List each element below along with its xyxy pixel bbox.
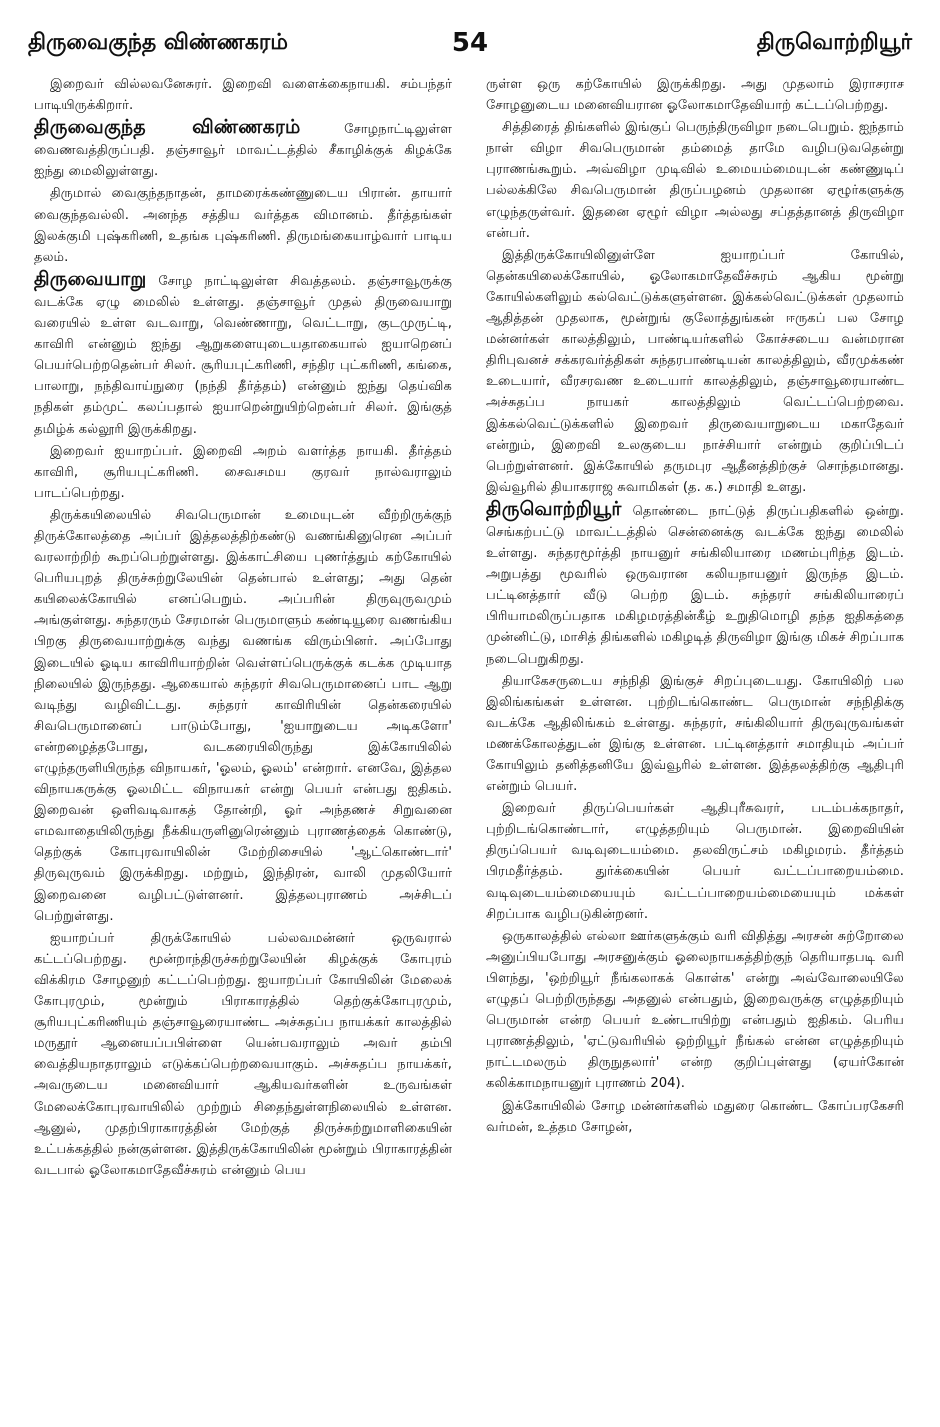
entry-text: சோழ நாட்டிலுள்ள சிவத்தலம். தஞ்சாவூருக்கு வடக்கே ஏழு மைலில் உள்ளது. தஞ்சாவூர் முதல் திருவையாறு வரையில் உள்ள வடவாறு, வெண்ணாறு, வெட்டாறு, குடமுருட்டி, காவிரி என்னும் ஐந்து ஆறுகளையுடையதாகையால் ஐயாறெனப் பெயர்பெற்றதென்பர் சிலர். சூரியபுட்கரிணி, சந்திர புட்கரிணி, கங்கை, பாலாறு, நந்திவாய்நுரை (நந்தி தீர்த்தம்) என்னும் ஐந்து தெய்விக நதிகள் தம்முட் கலப்பதால் ஐயாறென்றுயிற்றென்பர் சிலர். இங்குத் தமிழ்க் கல்லூரி இருக்கிறது.	[34, 273, 452, 437]
paragraph: இத்திருக்கோயிலினுள்ளே ஐயாறப்பர் கோயில், தென்கயிலைக்கோயில், ஓலோகமாதேவீச்சுரம் ஆகிய மூன்று கோயில்களிலும் கல்வெட்டுக்களுள்ளன. இக்கல்வெட்டுக்கள் முதலாம் ஆதித்தன் முதலாக, மூன்றுங் குலோத்துங்கன் ஈருகப் பல சோழ மன்னர்கள் காலத்திலும், பாண்டியர்களில் கோச்சடைய வன்மரான திரிபுவனச் சக்கரவர்த்திகள் சுந்தரபாண்டியன் காலத்திலும், வீரமுக்கண் உடையார், வீரசரவண உடையார் காலத்திலும், தஞ்சாவூரையாண்ட அச்சுதப்ப நாயகர் காலத்திலும் வெட்டப்பெற்றவை. இக்கல்வெட்டுக்களில் இறைவர் திருவையாறுடைய மகாதேவர் என்றும், இறைவி உலகுடைய நாச்சியார் என்றும் குறிப்பிடப் பெற்றுள்ளனர். இக்கோயில் தருமபுர ஆதீனத்திற்குச் சொந்தமானது. இவ்வூரில் தியாகராஜ சுவாமிகள் (த. க.) சமாதி உளது.	[486, 247, 904, 495]
entry-text: சோழநாட்டிலுள்ள வைணவத்திருப்பதி. தஞ்சாவூர் மாவட்டத்தில் சீகாழிக்குக் கிழக்கே ஐந்து மைலிலுள்ளது.	[34, 122, 452, 180]
entry-title: திருவையாறு	[34, 267, 147, 290]
paragraph: ருள்ள ஒரு கற்கோயில் இருக்கிறது. அது முதலாம் இராசராச சோழனுடைய மனைவியரான ஓலோகமாதேவியாற் கட்டப்பெற்றது.	[486, 77, 904, 114]
paragraph: ஒருகாலத்தில் எல்லா ஊர்களுக்கும் வரி விதித்து அரசன் சுற்றோலை அனுப்பியபோது அரசனுக்கும் ஓலைநாயகத்திற்குந் தெரியாதபடி வரி பிளந்து, 'ஒற்றியூர் நீங்கலாகக் கொள்க' என்று அவ்வோலையிலே எழுதப் பெற்றிருந்தது அதனுல் என்பதும், இறைவருக்கு எழுத்தறியும் பெருமான் என்ற பெயர் உண்டாயிற்று என்பதும் ஐதிகம். பெரிய புராணத்திலும், 'ஏட்டுவரியில் ஒற்றியூர் நீங்கல் என்ன எழுத்தறியும் நாட்டமலரும் திருநுதலார்' என்ற குறிப்புள்ளது (ஏயர்கோன் கலிக்காமநாயனுர் புராணம் 204).	[486, 928, 904, 1092]
paragraph: இக்கோயிலில் சோழ மன்னர்களில் மதுரை கொண்ட கோப்பரகேசரி வர்மன், உத்தம சோழன்,	[486, 1098, 904, 1135]
running-head-right: திருவொற்றியூர்	[756, 30, 912, 55]
page-header	[28, 28, 912, 64]
entry-title: திருவைகுந்த விண்ணகரம்	[34, 116, 301, 139]
paragraph: இறைவர் திருப்பெயர்கள் ஆதிபுரீசுவரர், படம்பக்கநாதர், புற்றிடங்கொண்டார், எழுத்தறியும் பெருமான். இறைவியின் திருப்பெயர் வடிவுடையம்மை. தலவிருட்சம் மகிழமரம். தீர்த்தம் பிரமதீர்த்தம். துர்க்கையின் பெயர் வட்டப்பாறையம்மை. வடிவுடையம்மையையும் வட்டப்பாறையம்மையையும் மக்கள் சிறப்பாக வழிபடுகின்றனர்.	[486, 801, 904, 922]
paragraph: சித்திரைத் திங்களில் இங்குப் பெருந்திருவிழா நடைபெறும். ஐந்தாம் நாள் விழா சிவபெருமான் தம்மைத் தாமே வழிபடுவதென்று புராணங்கூறும். அவ்விழா முடிவில் உமையம்மையுடன் கண்ணுடிப் பல்லக்கிலே சிவபெருமான் திருப்பழனம் முதலான ஏழூர்களுக்கு எழுந்தருள்வர். இதனை ஏழூர் விழா அல்லது சப்தத்தானத் திருவிழா என்பர்.	[486, 120, 904, 241]
paragraph: திருமால் வைகுந்தநாதன், தாமரைக்கண்ணுடைய பிரான். தாயார் வைகுந்தவல்லி. அனந்த சத்திய வர்த்தக விமானம். தீர்த்தங்கள் இலக்குமி புஷ்கரிணி, உதங்க புஷ்கரிணி. திருமங்கையாழ்வார் பாடிய தலம்.	[34, 186, 452, 265]
paragraph: திருக்கயிலையில் சிவபெருமான் உமையுடன் வீற்றிருக்குந் திருக்கோலத்தை அப்பர் இத்தலத்திற்கண்டு வணங்கினுரென அப்பர் வரலாற்றிற் கூறப்பெற்றுள்ளது. இக்காட்சியை புணர்த்தும் கற்கோயில் பெரியபுறத் திருச்சுற்றுலேயின் தென்பால் உள்ளது; அது தென் கயிலைக்கோயில் எனப்பெறும். அப்பரின் திருவுருவமும் அங்குள்ளது. சுந்தரரும் சேரமான் பெருமாளும் கண்டியூரை வணங்கிய பிறகு திருவையாற்றுக்கு வந்து வணங்க விரும்பினர். அப்போது இடையில் ஓடிய காவிரியாற்றின் வெள்ளப்பெருக்குக் கடக்க முடியாத நிலையில் இருந்தது. ஆகையால் சுந்தரர் சிவபெருமானைப் பாட ஆறு வடிந்து வழிவிட்டது. சுந்தரர் காவிரியின் தென்கரையில் சிவபெருமானைப் பாடும்போது, 'ஐயாறுடைய அடிகளோ' என்றழைத்தபோது, வடகரையிலிருந்து இக்கோயிலில் எழுந்தருளியிருந்த விநாயகர், 'ஓலம், ஓலம்' என்றார். எனவே, இத்தல விநாயகருக்கு ஓலமிட்ட விநாயகர் என்று பெயர் என்பது ஐதிகம். இறைவன் ஒளிவடிவாகத் தோன்றி, ஓர் அந்தணச் சிறுவனை எமவாதையிலிருந்து நீக்கியருளினுரென்னும் புராணத்தைக் கொண்டு, தெற்குக் கோபுரவாயிலின் மேற்றிசையில் 'ஆட்கொண்டார்' திருவுருவம் இருக்கிறது. மற்றும், இந்திரன், வாலி முதலியோர் இறைவனை வழிபட்டுள்ளனர். இத்தலபுராணம் அச்சிடப் பெற்றுள்ளது.	[34, 507, 452, 924]
entry-thiruvotriyur	[486, 499, 904, 670]
entry-text: தொண்டை நாட்டுத் திருப்பதிகளில் ஒன்று. செங்கற்பட்டு மாவட்டத்தில் சென்னைக்கு வடக்கே ஐந்து மைலில் உள்ளது. சுந்தரமூர்த்தி நாயனுர் சங்கிலியாரை மணம்புரிந்த இடம். அறுபத்து மூவரில் ஒருவரான கலியநாயனுர் இருந்த இடம். பட்டினத்தார் வீடு பெற்ற இடம். சுந்தரர் சங்கிலியாரைப் பிரியாமலிருப்பதாக மகிழமரத்தின்கீழ் உறுதிமொழி தந்த ஐதிகத்தை முன்னிட்டு, மாசித் திங்களில் மகிழடித் திருவிழா இங்கு மிகச் சிறப்பாக நடைபெறுகிறது.	[486, 503, 904, 667]
paragraph: இறைவர் ஐயாறப்பர். இறைவி அறம் வளர்த்த நாயகி. தீர்த்தம் காவிரி, சூரியபுட்கரிணி. சைவசமய குரவர் நால்வராலும் பாடப்பெற்றது.	[34, 443, 452, 501]
entry-title: திருவொற்றியூர்	[486, 497, 622, 520]
left-column	[34, 74, 452, 1404]
paragraph: ஐயாறப்பர் திருக்கோயில் பல்லவமன்னர் ஒருவரால் கட்டப்பெற்றது. மூன்றாந்திருச்சுற்றுலேயின் கிழக்குக் கோபுரம் விக்கிரம சோழனுற் கட்டப்பெற்றது. ஐயாறப்பர் கோயிலின் மேலைக் கோபுரமும், மூன்றும் பிராகாரத்தில் தெற்குக்கோபுரமும், சூரியபுட்கரிணியும் தஞ்சாவூரையாண்ட அச்சுதப்ப நாயக்கர் காலத்தில் மருதூர் ஆனையப்பபிள்ளை யென்பவராலும் அவர் தம்பி வைத்தியநாதராலும் எடுக்கப்பெற்றவையாகும். அச்சுதப்ப நாயக்கர், அவருடைய மனைவியார் ஆகியவர்களின் உருவங்கள் மேலைக்கோபுரவாயிலில் முற்றும் சிதைந்துள்ளநிலையில் உள்ளன. ஆனுல், முதற்பிராகாரத்தின் மேற்குத் திருச்சுற்றுமாளிகையின் உட்பக்கத்தில் நன்குள்ளன. இத்திருக்கோயிலின் மூன்றும் பிராகாரத்தின் வடபால் ஓலோகமாதேவீச்சுரம் என்னும் பெய	[34, 930, 452, 1178]
entry-thiruvaikuntha-vinnagaram	[34, 117, 452, 182]
paragraph: இறைவர் வில்லவனேசுரர். இறைவி வளைக்கைநாயகி. சம்பந்தர் பாடியிருக்கிறார்.	[34, 77, 452, 114]
page-number: 54	[451, 28, 489, 58]
entry-thiruvaiyaru	[34, 269, 452, 440]
paragraph: தியாகேசருடைய சந்நிதி இங்குச் சிறப்புடையது. கோயிலிற் பல இலிங்கங்கள் உள்ளன. புற்றிடங்கொண்ட பெருமான் சந்நிதிக்கு வடக்கே ஆதிலிங்கம் உள்ளது. சுந்தரர், சங்கிலியார் திருவுருவங்கள் மணக்கோலத்துடன் இங்கு உள்ளன. பட்டினத்தார் சமாதியும் அப்பர் கோயிலும் தனித்தனியே இவ்வூரில் உள்ளன. இத்தலத்திற்கு ஆதிபுரி என்றும் பெயர்.	[486, 673, 904, 795]
right-column	[486, 74, 904, 1404]
running-head-left: திருவைகுந்த விண்ணகரம்	[28, 30, 288, 55]
